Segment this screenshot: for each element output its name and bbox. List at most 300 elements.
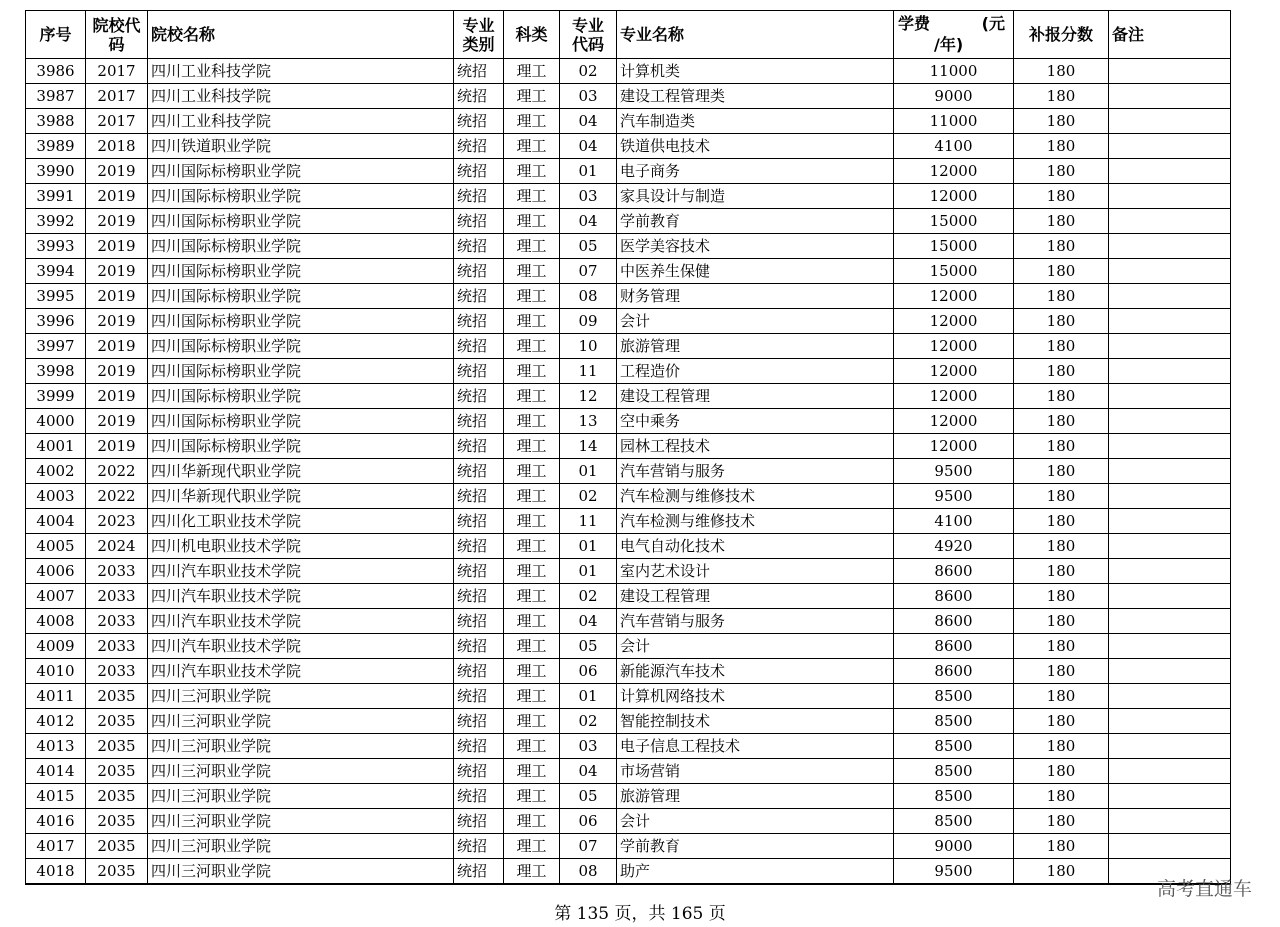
cell-remarks bbox=[1109, 684, 1231, 709]
cell-supplement-score: 180 bbox=[1014, 709, 1109, 734]
cell-major-code: 03 bbox=[560, 184, 617, 209]
table-row bbox=[26, 259, 1231, 284]
table-row bbox=[26, 134, 1231, 159]
table-row bbox=[26, 784, 1231, 809]
cell-school-code: 2023 bbox=[86, 509, 148, 534]
cell-major-name: 建设工程管理 bbox=[617, 384, 894, 409]
cell-major-code: 01 bbox=[560, 534, 617, 559]
cell-remarks bbox=[1109, 559, 1231, 584]
header-remarks: 备注 bbox=[1109, 11, 1231, 59]
cell-seq: 4009 bbox=[26, 634, 86, 659]
cell-category: 理工 bbox=[504, 659, 560, 684]
cell-supplement-score: 180 bbox=[1014, 659, 1109, 684]
cell-seq: 3994 bbox=[26, 259, 86, 284]
table-row bbox=[26, 809, 1231, 834]
cell-category: 理工 bbox=[504, 634, 560, 659]
cell-category: 理工 bbox=[504, 184, 560, 209]
cell-seq: 3988 bbox=[26, 109, 86, 134]
cell-major-type: 统招 bbox=[454, 459, 504, 484]
cell-remarks bbox=[1109, 309, 1231, 334]
cell-seq: 3986 bbox=[26, 59, 86, 84]
cell-school-code: 2035 bbox=[86, 809, 148, 834]
cell-school-code: 2033 bbox=[86, 584, 148, 609]
cell-school-code: 2035 bbox=[86, 834, 148, 859]
cell-school-code: 2019 bbox=[86, 184, 148, 209]
cell-supplement-score: 180 bbox=[1014, 784, 1109, 809]
cell-major-code: 05 bbox=[560, 234, 617, 259]
cell-supplement-score: 180 bbox=[1014, 309, 1109, 334]
cell-remarks bbox=[1109, 284, 1231, 309]
cell-major-type: 统招 bbox=[454, 609, 504, 634]
cell-school-name: 四川国际标榜职业学院 bbox=[148, 309, 454, 334]
cell-seq: 3992 bbox=[26, 209, 86, 234]
cell-school-name: 四川汽车职业技术学院 bbox=[148, 659, 454, 684]
cell-tuition: 12000 bbox=[894, 434, 1014, 459]
cell-tuition: 9000 bbox=[894, 84, 1014, 109]
cell-category: 理工 bbox=[504, 434, 560, 459]
cell-category: 理工 bbox=[504, 309, 560, 334]
cell-major-code: 11 bbox=[560, 509, 617, 534]
cell-school-code: 2019 bbox=[86, 309, 148, 334]
cell-remarks bbox=[1109, 584, 1231, 609]
cell-seq: 4002 bbox=[26, 459, 86, 484]
header-major-type bbox=[454, 11, 504, 59]
header-tuition-per-year: /年) bbox=[934, 35, 964, 54]
cell-tuition: 15000 bbox=[894, 259, 1014, 284]
cell-school-name: 四川国际标榜职业学院 bbox=[148, 184, 454, 209]
cell-major-type: 统招 bbox=[454, 259, 504, 284]
cell-major-code: 08 bbox=[560, 284, 617, 309]
cell-school-name: 四川华新现代职业学院 bbox=[148, 459, 454, 484]
cell-remarks bbox=[1109, 134, 1231, 159]
table-row bbox=[26, 159, 1231, 184]
header-supplement-score: 补报分数 bbox=[1014, 11, 1109, 59]
cell-seq: 4001 bbox=[26, 434, 86, 459]
cell-major-name: 电子商务 bbox=[617, 159, 894, 184]
table-row bbox=[26, 609, 1231, 634]
cell-category: 理工 bbox=[504, 509, 560, 534]
cell-seq: 4008 bbox=[26, 609, 86, 634]
cell-school-name: 四川三河职业学院 bbox=[148, 734, 454, 759]
cell-supplement-score: 180 bbox=[1014, 834, 1109, 859]
cell-supplement-score: 180 bbox=[1014, 759, 1109, 784]
cell-category: 理工 bbox=[504, 334, 560, 359]
cell-tuition: 15000 bbox=[894, 234, 1014, 259]
cell-supplement-score: 180 bbox=[1014, 159, 1109, 184]
watermark: 高考直通车 bbox=[1156, 878, 1252, 900]
cell-remarks bbox=[1109, 409, 1231, 434]
cell-supplement-score: 180 bbox=[1014, 734, 1109, 759]
table-row bbox=[26, 384, 1231, 409]
cell-major-name: 汽车营销与服务 bbox=[617, 609, 894, 634]
cell-school-name: 四川三河职业学院 bbox=[148, 784, 454, 809]
cell-supplement-score: 180 bbox=[1014, 484, 1109, 509]
cell-major-code: 04 bbox=[560, 759, 617, 784]
cell-remarks bbox=[1109, 759, 1231, 784]
table-row bbox=[26, 534, 1231, 559]
cell-major-type: 统招 bbox=[454, 834, 504, 859]
cell-tuition: 9500 bbox=[894, 484, 1014, 509]
header-major-type-line1: 专业 bbox=[462, 15, 495, 35]
cell-seq: 4013 bbox=[26, 734, 86, 759]
cell-school-code: 2022 bbox=[86, 484, 148, 509]
cell-major-name: 汽车检测与维修技术 bbox=[617, 484, 894, 509]
header-major-type-line2: 类别 bbox=[462, 34, 495, 54]
cell-remarks bbox=[1109, 159, 1231, 184]
cell-major-code: 07 bbox=[560, 259, 617, 284]
cell-school-name: 四川国际标榜职业学院 bbox=[148, 159, 454, 184]
cell-supplement-score: 180 bbox=[1014, 809, 1109, 834]
cell-major-type: 统招 bbox=[454, 859, 504, 885]
cell-seq: 3989 bbox=[26, 134, 86, 159]
cell-tuition: 12000 bbox=[894, 384, 1014, 409]
cell-school-name: 四川国际标榜职业学院 bbox=[148, 209, 454, 234]
cell-school-name: 四川国际标榜职业学院 bbox=[148, 284, 454, 309]
cell-major-code: 04 bbox=[560, 109, 617, 134]
header-major-name: 专业名称 bbox=[617, 11, 894, 59]
cell-school-code: 2035 bbox=[86, 734, 148, 759]
cell-remarks bbox=[1109, 634, 1231, 659]
cell-school-code: 2019 bbox=[86, 434, 148, 459]
cell-school-name: 四川化工职业技术学院 bbox=[148, 509, 454, 534]
cell-seq: 4000 bbox=[26, 409, 86, 434]
cell-category: 理工 bbox=[504, 159, 560, 184]
cell-seq: 4015 bbox=[26, 784, 86, 809]
cell-school-code: 2019 bbox=[86, 334, 148, 359]
cell-supplement-score: 180 bbox=[1014, 534, 1109, 559]
cell-school-code: 2019 bbox=[86, 159, 148, 184]
cell-category: 理工 bbox=[504, 259, 560, 284]
cell-seq: 4014 bbox=[26, 759, 86, 784]
cell-school-name: 四川汽车职业技术学院 bbox=[148, 584, 454, 609]
cell-category: 理工 bbox=[504, 209, 560, 234]
cell-tuition: 8500 bbox=[894, 759, 1014, 784]
cell-major-type: 统招 bbox=[454, 634, 504, 659]
cell-remarks bbox=[1109, 834, 1231, 859]
cell-supplement-score: 180 bbox=[1014, 559, 1109, 584]
cell-major-type: 统招 bbox=[454, 59, 504, 84]
header-seq: 序号 bbox=[26, 11, 86, 59]
cell-major-name: 旅游管理 bbox=[617, 784, 894, 809]
cell-seq: 3990 bbox=[26, 159, 86, 184]
cell-major-code: 12 bbox=[560, 384, 617, 409]
cell-school-code: 2033 bbox=[86, 659, 148, 684]
cell-tuition: 12000 bbox=[894, 184, 1014, 209]
cell-remarks bbox=[1109, 609, 1231, 634]
header-tuition-label: 学费 bbox=[898, 14, 931, 33]
cell-supplement-score: 180 bbox=[1014, 459, 1109, 484]
table-row bbox=[26, 634, 1231, 659]
table-row bbox=[26, 209, 1231, 234]
cell-major-name: 学前教育 bbox=[617, 834, 894, 859]
cell-tuition: 9500 bbox=[894, 459, 1014, 484]
table-row bbox=[26, 109, 1231, 134]
cell-school-name: 四川三河职业学院 bbox=[148, 834, 454, 859]
cell-category: 理工 bbox=[504, 384, 560, 409]
cell-remarks bbox=[1109, 784, 1231, 809]
cell-seq: 4012 bbox=[26, 709, 86, 734]
cell-category: 理工 bbox=[504, 559, 560, 584]
header-row bbox=[26, 11, 1231, 59]
header-school-code-line1: 院校代 bbox=[92, 15, 141, 35]
cell-school-name: 四川三河职业学院 bbox=[148, 709, 454, 734]
cell-tuition: 8600 bbox=[894, 634, 1014, 659]
cell-category: 理工 bbox=[504, 859, 560, 885]
cell-major-code: 06 bbox=[560, 809, 617, 834]
cell-major-type: 统招 bbox=[454, 209, 504, 234]
cell-school-code: 2017 bbox=[86, 84, 148, 109]
cell-major-type: 统招 bbox=[454, 359, 504, 384]
cell-major-code: 01 bbox=[560, 684, 617, 709]
cell-school-code: 2035 bbox=[86, 759, 148, 784]
cell-school-code: 2035 bbox=[86, 709, 148, 734]
cell-remarks bbox=[1109, 434, 1231, 459]
table-row bbox=[26, 234, 1231, 259]
cell-tuition: 12000 bbox=[894, 284, 1014, 309]
cell-school-name: 四川机电职业技术学院 bbox=[148, 534, 454, 559]
cell-school-code: 2019 bbox=[86, 409, 148, 434]
table-row bbox=[26, 184, 1231, 209]
cell-school-name: 四川国际标榜职业学院 bbox=[148, 334, 454, 359]
header-major-code-line2: 代码 bbox=[571, 34, 604, 54]
cell-major-name: 计算机类 bbox=[617, 59, 894, 84]
cell-category: 理工 bbox=[504, 409, 560, 434]
cell-major-type: 统招 bbox=[454, 709, 504, 734]
header-tuition bbox=[894, 11, 1014, 59]
table-row bbox=[26, 309, 1231, 334]
cell-category: 理工 bbox=[504, 584, 560, 609]
cell-major-name: 助产 bbox=[617, 859, 894, 885]
cell-major-type: 统招 bbox=[454, 109, 504, 134]
cell-major-code: 04 bbox=[560, 134, 617, 159]
cell-school-name: 四川工业科技学院 bbox=[148, 84, 454, 109]
cell-seq: 3999 bbox=[26, 384, 86, 409]
cell-remarks bbox=[1109, 534, 1231, 559]
cell-tuition: 8600 bbox=[894, 659, 1014, 684]
cell-school-code: 2017 bbox=[86, 59, 148, 84]
cell-school-code: 2035 bbox=[86, 859, 148, 885]
cell-school-name: 四川汽车职业技术学院 bbox=[148, 559, 454, 584]
cell-remarks bbox=[1109, 59, 1231, 84]
cell-supplement-score: 180 bbox=[1014, 609, 1109, 634]
cell-major-name: 汽车检测与维修技术 bbox=[617, 509, 894, 534]
cell-tuition: 12000 bbox=[894, 159, 1014, 184]
cell-tuition: 8500 bbox=[894, 734, 1014, 759]
cell-category: 理工 bbox=[504, 684, 560, 709]
cell-tuition: 12000 bbox=[894, 309, 1014, 334]
cell-major-type: 统招 bbox=[454, 84, 504, 109]
cell-category: 理工 bbox=[504, 484, 560, 509]
cell-seq: 4006 bbox=[26, 559, 86, 584]
cell-major-type: 统招 bbox=[454, 559, 504, 584]
cell-category: 理工 bbox=[504, 359, 560, 384]
cell-major-name: 学前教育 bbox=[617, 209, 894, 234]
table-body bbox=[26, 59, 1231, 885]
cell-remarks bbox=[1109, 259, 1231, 284]
cell-category: 理工 bbox=[504, 284, 560, 309]
cell-category: 理工 bbox=[504, 459, 560, 484]
cell-major-type: 统招 bbox=[454, 584, 504, 609]
cell-major-type: 统招 bbox=[454, 434, 504, 459]
cell-school-code: 2019 bbox=[86, 359, 148, 384]
cell-major-type: 统招 bbox=[454, 384, 504, 409]
cell-category: 理工 bbox=[504, 84, 560, 109]
cell-major-code: 04 bbox=[560, 609, 617, 634]
table-row bbox=[26, 859, 1231, 885]
table-row bbox=[26, 84, 1231, 109]
cell-major-code: 02 bbox=[560, 584, 617, 609]
cell-major-code: 01 bbox=[560, 459, 617, 484]
cell-category: 理工 bbox=[504, 59, 560, 84]
table-row bbox=[26, 484, 1231, 509]
table-row bbox=[26, 509, 1231, 534]
cell-category: 理工 bbox=[504, 109, 560, 134]
cell-tuition: 11000 bbox=[894, 59, 1014, 84]
cell-school-name: 四川工业科技学院 bbox=[148, 109, 454, 134]
cell-tuition: 9000 bbox=[894, 834, 1014, 859]
cell-remarks bbox=[1109, 234, 1231, 259]
cell-major-type: 统招 bbox=[454, 509, 504, 534]
cell-major-name: 空中乘务 bbox=[617, 409, 894, 434]
cell-seq: 3998 bbox=[26, 359, 86, 384]
cell-major-name: 市场营销 bbox=[617, 759, 894, 784]
cell-major-code: 02 bbox=[560, 484, 617, 509]
table-row bbox=[26, 359, 1231, 384]
cell-supplement-score: 180 bbox=[1014, 684, 1109, 709]
cell-major-name: 中医养生保健 bbox=[617, 259, 894, 284]
cell-remarks bbox=[1109, 384, 1231, 409]
cell-category: 理工 bbox=[504, 734, 560, 759]
cell-supplement-score: 180 bbox=[1014, 234, 1109, 259]
cell-school-name: 四川汽车职业技术学院 bbox=[148, 609, 454, 634]
cell-supplement-score: 180 bbox=[1014, 509, 1109, 534]
cell-major-code: 01 bbox=[560, 159, 617, 184]
cell-major-name: 电气自动化技术 bbox=[617, 534, 894, 559]
cell-tuition: 15000 bbox=[894, 209, 1014, 234]
cell-seq: 4005 bbox=[26, 534, 86, 559]
cell-seq: 4018 bbox=[26, 859, 86, 885]
cell-major-code: 03 bbox=[560, 84, 617, 109]
table-row bbox=[26, 584, 1231, 609]
cell-major-type: 统招 bbox=[454, 484, 504, 509]
header-school-name: 院校名称 bbox=[148, 11, 454, 59]
cell-seq: 3995 bbox=[26, 284, 86, 309]
cell-major-type: 统招 bbox=[454, 784, 504, 809]
cell-supplement-score: 180 bbox=[1014, 434, 1109, 459]
cell-school-name: 四川工业科技学院 bbox=[148, 59, 454, 84]
table-row bbox=[26, 734, 1231, 759]
cell-supplement-score: 180 bbox=[1014, 334, 1109, 359]
table-row bbox=[26, 459, 1231, 484]
cell-tuition: 8600 bbox=[894, 609, 1014, 634]
cell-school-code: 2033 bbox=[86, 634, 148, 659]
table-row bbox=[26, 709, 1231, 734]
cell-major-type: 统招 bbox=[454, 284, 504, 309]
cell-remarks bbox=[1109, 809, 1231, 834]
header-school-code-line2: 码 bbox=[108, 34, 125, 54]
cell-major-type: 统招 bbox=[454, 734, 504, 759]
cell-major-code: 05 bbox=[560, 784, 617, 809]
cell-category: 理工 bbox=[504, 234, 560, 259]
cell-school-code: 2033 bbox=[86, 609, 148, 634]
cell-major-code: 10 bbox=[560, 334, 617, 359]
cell-school-name: 四川国际标榜职业学院 bbox=[148, 259, 454, 284]
cell-major-type: 统招 bbox=[454, 134, 504, 159]
cell-supplement-score: 180 bbox=[1014, 384, 1109, 409]
cell-category: 理工 bbox=[504, 609, 560, 634]
cell-school-name: 四川三河职业学院 bbox=[148, 859, 454, 885]
cell-major-type: 统招 bbox=[454, 234, 504, 259]
header-school-code bbox=[86, 11, 148, 59]
cell-seq: 3996 bbox=[26, 309, 86, 334]
cell-remarks bbox=[1109, 734, 1231, 759]
cell-tuition: 12000 bbox=[894, 334, 1014, 359]
cell-supplement-score: 180 bbox=[1014, 634, 1109, 659]
cell-school-code: 2033 bbox=[86, 559, 148, 584]
cell-tuition: 8600 bbox=[894, 559, 1014, 584]
cell-major-code: 04 bbox=[560, 209, 617, 234]
cell-school-code: 2018 bbox=[86, 134, 148, 159]
cell-school-code: 2022 bbox=[86, 459, 148, 484]
cell-tuition: 4100 bbox=[894, 509, 1014, 534]
cell-tuition: 4920 bbox=[894, 534, 1014, 559]
table-row bbox=[26, 284, 1231, 309]
cell-category: 理工 bbox=[504, 709, 560, 734]
cell-tuition: 9500 bbox=[894, 859, 1014, 885]
cell-remarks bbox=[1109, 659, 1231, 684]
cell-category: 理工 bbox=[504, 784, 560, 809]
cell-major-name: 家具设计与制造 bbox=[617, 184, 894, 209]
cell-remarks bbox=[1109, 209, 1231, 234]
cell-major-type: 统招 bbox=[454, 659, 504, 684]
cell-category: 理工 bbox=[504, 834, 560, 859]
cell-tuition: 8500 bbox=[894, 784, 1014, 809]
cell-school-code: 2019 bbox=[86, 259, 148, 284]
cell-major-name: 财务管理 bbox=[617, 284, 894, 309]
cell-major-name: 会计 bbox=[617, 809, 894, 834]
cell-major-code: 13 bbox=[560, 409, 617, 434]
cell-seq: 3991 bbox=[26, 184, 86, 209]
cell-seq: 3993 bbox=[26, 234, 86, 259]
cell-major-name: 新能源汽车技术 bbox=[617, 659, 894, 684]
cell-seq: 4011 bbox=[26, 684, 86, 709]
cell-school-name: 四川国际标榜职业学院 bbox=[148, 234, 454, 259]
cell-supplement-score: 180 bbox=[1014, 409, 1109, 434]
cell-supplement-score: 180 bbox=[1014, 359, 1109, 384]
cell-major-code: 01 bbox=[560, 559, 617, 584]
header-category: 科类 bbox=[504, 11, 560, 59]
table-row bbox=[26, 559, 1231, 584]
cell-major-code: 09 bbox=[560, 309, 617, 334]
cell-school-code: 2019 bbox=[86, 384, 148, 409]
table-row bbox=[26, 659, 1231, 684]
cell-supplement-score: 180 bbox=[1014, 209, 1109, 234]
cell-school-name: 四川三河职业学院 bbox=[148, 809, 454, 834]
cell-category: 理工 bbox=[504, 759, 560, 784]
cell-supplement-score: 180 bbox=[1014, 134, 1109, 159]
cell-school-name: 四川铁道职业学院 bbox=[148, 134, 454, 159]
cell-remarks bbox=[1109, 459, 1231, 484]
cell-supplement-score: 180 bbox=[1014, 109, 1109, 134]
header-major-code-line1: 专业 bbox=[571, 15, 604, 35]
cell-school-name: 四川国际标榜职业学院 bbox=[148, 359, 454, 384]
cell-supplement-score: 180 bbox=[1014, 859, 1109, 885]
table-row bbox=[26, 684, 1231, 709]
cell-supplement-score: 180 bbox=[1014, 59, 1109, 84]
cell-tuition: 11000 bbox=[894, 109, 1014, 134]
cell-remarks bbox=[1109, 109, 1231, 134]
cell-tuition: 8500 bbox=[894, 809, 1014, 834]
